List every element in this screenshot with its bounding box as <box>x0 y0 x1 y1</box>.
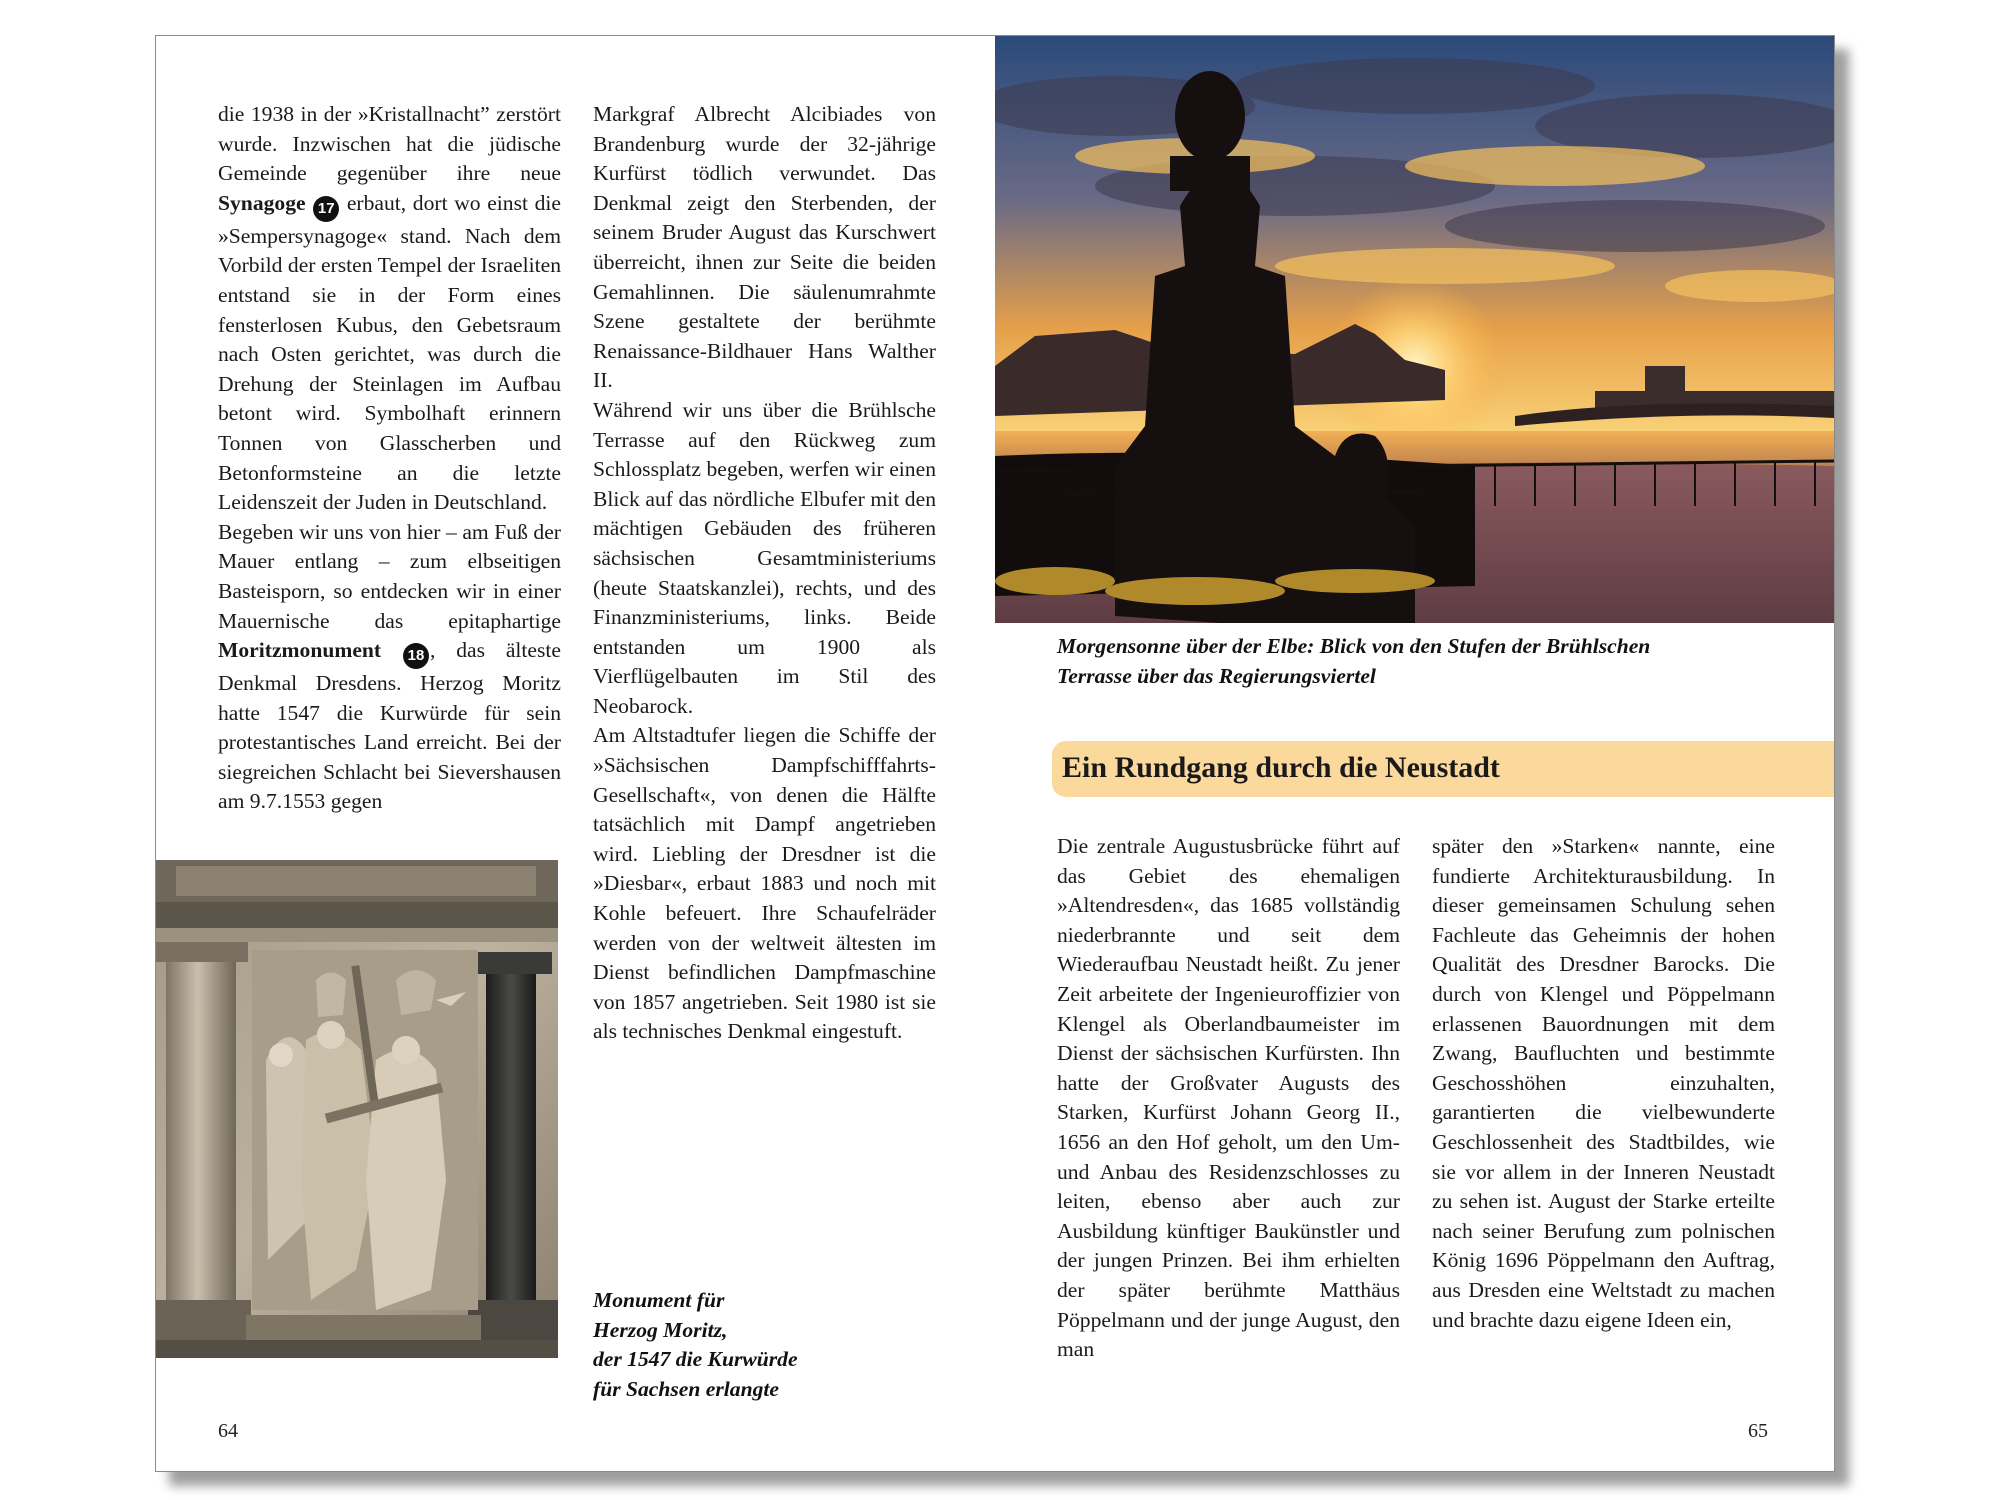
synagoge-label: Synagoge <box>218 190 306 215</box>
right-page-column-2 <box>1432 832 1775 1335</box>
paragraph-synagoge: die 1938 in der »Kristallnacht” zerstört wurde. Inzwischen hat die jüdische Gemeinde gegenüber ihre neue Synagoge 17 erbaut, dort wo einst die »Sempersynagoge« stand. Nach dem Vorbild der ersten Tempel der Israeliten entstand sie in der Form eines fensterlosen Kubus, den Gebetsraum nach Osten gerichtet, was durch die Drehung der Steinlagen im Aufbau betont wird. Symbolhaft erinnern Tonnen von Glasscherben und Betonformsteine an die letzte Leidenszeit der Juden in Deutschland. <box>218 102 561 515</box>
elbe-sunrise-photo <box>995 36 1834 623</box>
page-number-left: 64 <box>218 1420 238 1442</box>
paragraph-bruehlsche-terrasse: Während wir uns über die Brühlsche Terrasse auf den Rückweg zum Schlossplatz begeben, werfen wir einen Blick auf das nördliche Elbufer mit den mächtigen Gebäuden des früheren sächsischen Gesamtministeriums (heute Staatskanzlei), rechts, und des Finanzministeriums, links. Beide entstanden um 1900 als Vierflügelbauten im Stil des Neobarock. <box>593 397 936 718</box>
book-spread <box>155 35 1835 1472</box>
right-page-column-1 <box>1057 832 1400 1365</box>
elbe-photo-caption: Morgensonne über der Elbe: Blick von den Stufen der Brühlschen Terrasse über das Regierungsviertel <box>1057 634 1651 688</box>
moritz-monument-photo <box>156 860 558 1358</box>
paragraph-dampfschiffe: Am Altstadtufer liegen die Schiffe der »Sächsischen Dampfschifffahrts-Gesellschaft«, von denen die Hälfte tatsächlich mit Dampf angetrieben wird. Liebling der Dresdner ist die »Diesbar«, erbaut 1883 und noch mit Kohle befeuert. Ihre Schaufelräder werden von der weltweit ältesten im Dienst befindlichen Dampfmaschine von 1857 angetrieben. Seit 1980 ist sie als technisches Denkmal eingestuft. <box>593 723 936 1044</box>
section-heading: Ein Rundgang durch die Neustadt <box>1062 751 1500 784</box>
left-page-column-2 <box>593 100 936 1047</box>
section-heading-band <box>1052 741 1834 797</box>
paragraph-poeppelmann: später den »Starken« nannte, eine fundierte Architekturausbildung. In dieser gemeinsamen Schulung sehen Fachleute das Geheimnis der hohen Qualität des Dresdner Barocks. Die durch von Klengel und Pöppelmann erlassenen Bauordnungen mit dem Zwang, Baufluchten und bestimmte Geschosshöhen einzuhalten, garantierten die vielbewunderte Geschlossenheit des Stadtbildes, wie sie vor allem in der Inneren Neustadt zu sehen ist. August der Starke erteilte nach seiner Berufung zum polnischen König 1696 Pöppelmann den Auftrag, aus Dresden eine Weltstadt zu machen und brachte dazu eigene Ideen ein, <box>1432 834 1775 1332</box>
paragraph-albrecht: Markgraf Albrecht Alcibiades von Brandenburg wurde der 32-jährige Kurfürst tödlich verwundet. Das Denkmal zeigt den Sterbenden, der seinem Bruder August das Kurschwert überreicht, ihnen zur Seite die beiden Gemahlinnen. Die säulenumrahmte Szene gestaltete der berühmte Renaissance-Bildhauer Hans Walther II. <box>593 102 936 393</box>
left-page-column-1 <box>218 100 561 817</box>
paragraph-moritz: Begeben wir uns von hier – am Fuß der Mauer entlang – zum elbseitigen Basteisporn, so entdecken wir in einer Mauernische das epitaphartige Moritzmonument 18 , das älteste Denkmal Dresdens. Herzog Moritz hatte 1547 die Kurwürde für sein protestantisches Land erreicht. Bei der siegreichen Schlacht bei Sievershausen am 9.7.1553 gegen <box>218 519 561 814</box>
moritz-photo-caption: Monument für Herzog Moritz, der 1547 die Kurwürde für Sachsen erlangte <box>593 1288 798 1401</box>
moritz-label: Moritzmonument <box>218 638 382 663</box>
marker-18-icon: 18 <box>403 643 429 669</box>
paragraph-augustusbruecke: Die zentrale Augustusbrücke führt auf das Gebiet des ehemaligen »Altendresden«, das 1685 vollständig niederbrannte und seit dem Wiederaufbau Neustadt heißt. Zu jener Zeit arbeitete der Ingenieuroffizier von Klengel als Oberlandbaumeister im Dienst der sächsischen Kurfürsten. Ihn hatte der Großvater Augusts des Starken, Kurfürst Johann Georg II., 1656 an den Hof geholt, um den Um- und Anbau des Residenzschlosses zu leiten, ebenso aber auch zur Ausbildung künftiger Baukünstler und der jungen Prinzen. Bei ihm erhielten der später berühmte Matthäus Pöppelmann und der junge August, den man <box>1057 834 1400 1362</box>
marker-17-icon: 17 <box>313 196 339 222</box>
page-number-right: 65 <box>1748 1420 1768 1442</box>
